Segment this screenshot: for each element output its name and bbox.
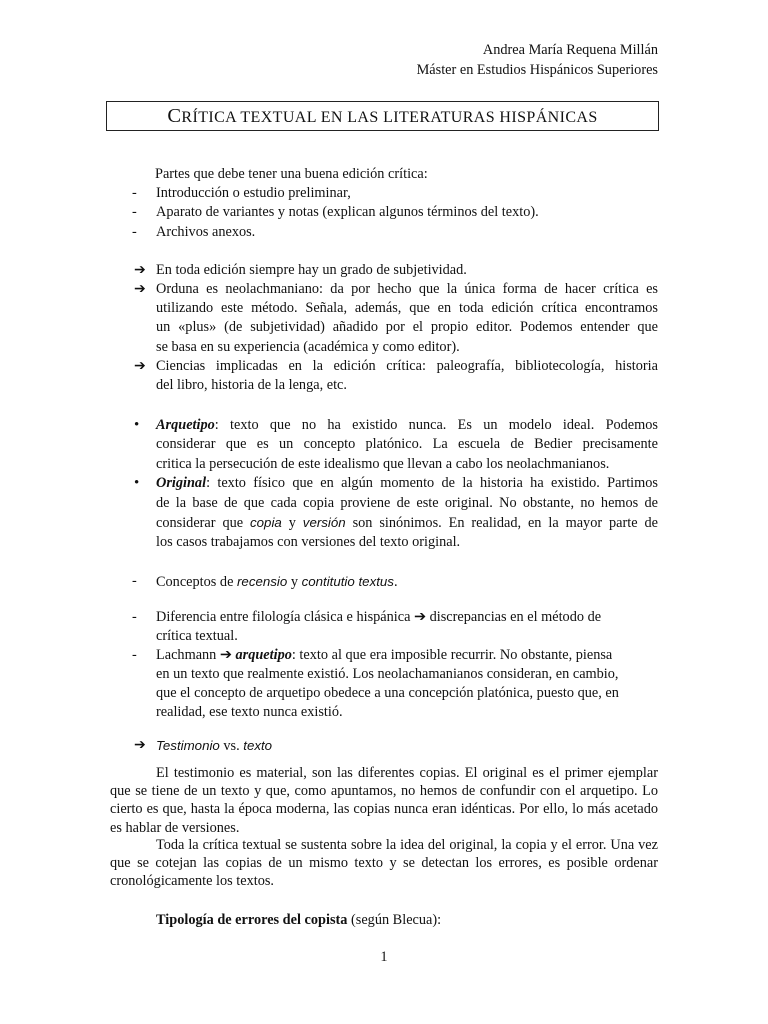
arrow-icon: ➔ — [414, 609, 426, 625]
header-program: Máster en Estudios Hispánicos Superiores — [416, 62, 658, 78]
arrow-item-2-line: utilizando este método. Señala, además, que en toda edición crítica encontramos — [156, 300, 658, 316]
diferencia-line-2: crítica textual. — [156, 628, 238, 644]
original-text: : texto físico que en algún momento de la historia ha existido. Partimos — [206, 475, 658, 491]
dash-icon: - — [132, 573, 137, 589]
arrow-item-3-line: Ciencias implicadas en la edición crítica: paleografía, bibliotecología, historia — [156, 358, 658, 374]
testimonio-term: Testimonio — [156, 738, 220, 753]
conceptos-line — [156, 572, 398, 592]
vs-text: vs. — [219, 738, 244, 754]
lachmann-line-3: que el concepto de arquetipo obedece a una concepción platónica, puesto que, en — [156, 685, 619, 701]
list-item: Aparato de variantes y notas (explican algunos términos del texto). — [156, 204, 539, 220]
lachmann-line-2: en un texto que realmente existió. Los neolachamanianos consideran, en cambio, — [156, 666, 619, 682]
arrow-icon: ➔ — [134, 263, 146, 278]
lachmann-line-1 — [156, 646, 612, 665]
arquetipo-line-1 — [156, 416, 658, 435]
parts-intro: Partes que debe tener una buena edición crítica: — [155, 166, 428, 182]
arrow-icon: ➔ — [134, 738, 146, 753]
original-text: considerar que — [156, 515, 251, 531]
list-item: Archivos anexos. — [156, 224, 256, 240]
original-line-2: de la base de que cada copia proviene de este original. No obstante, no hemos de — [156, 495, 658, 511]
tipologia-rest: (según Blecua): — [347, 912, 442, 928]
tipologia-heading — [156, 911, 441, 930]
conceptos-text: Conceptos de — [156, 574, 237, 590]
arquetipo-line-3: critica la persecución de este idealismo que llevan a cabo los neolachmanianos. — [156, 456, 610, 472]
bullet-icon: • — [134, 417, 140, 433]
title-rest: RÍTICA TEXTUAL EN LAS LITERATURAS HISPÁNICAS — [181, 109, 598, 126]
arrow-icon: ➔ — [134, 359, 146, 374]
texto-term: texto — [243, 738, 273, 753]
arrow-item-2-line: Orduna es neolachmaniano: da por hecho que la única forma de hacer crítica es — [156, 281, 658, 297]
lachmann-line-4: realidad, ese texto nunca existió. — [156, 704, 343, 720]
header-author: Andrea María Requena Millán — [482, 42, 658, 58]
arquetipo-text: : texto que no ha existido nunca. Es un modelo ideal. Podemos — [214, 417, 658, 433]
diferencia-text: Diferencia entre filología clásica e hispánica — [156, 609, 415, 625]
dash-icon: - — [132, 204, 137, 220]
constitutio-term: contitutio textus — [301, 574, 394, 589]
dash-icon: - — [132, 224, 137, 240]
version-term: versión — [302, 515, 346, 530]
arrow-icon: ➔ — [134, 282, 146, 297]
lachmann-text: : texto al que era imposible recurrir. No obstante, piensa — [291, 647, 613, 663]
arquetipo-line-2: considerar que es un concepto platónico. La escuela de Bedier precisamente — [156, 436, 658, 452]
bullet-icon: • — [134, 475, 140, 491]
page-title — [106, 101, 659, 131]
arquetipo-term: arquetipo — [235, 647, 292, 663]
copia-term: copia — [250, 515, 282, 530]
dash-icon: - — [132, 609, 137, 625]
diferencia-line-1 — [156, 608, 601, 627]
conceptos-text: . — [393, 574, 398, 590]
original-line-3 — [156, 513, 658, 533]
testimonio-heading — [156, 736, 272, 756]
arquetipo-term: Arquetipo — [156, 417, 215, 433]
original-term: Original — [156, 475, 207, 491]
paragraph-critica: Toda la crítica textual se sustenta sobre la idea del original, la copia y el error. Una vez que se cotejan las copias de un mismo texto y se detectan los errores, es posible ordenar cronológicamente los textos. — [110, 837, 658, 890]
recensio-term: recensio — [237, 574, 288, 589]
dash-icon: - — [132, 185, 137, 201]
arrow-item-2-line: un «plus» (de subjetividad) añadido por el propio editor. Podemos entender que — [156, 319, 658, 335]
arrow-item-1: En toda edición siempre hay un grado de subjetividad. — [156, 262, 467, 278]
page-number: 1 — [380, 949, 388, 965]
tipologia-bold: Tipología de errores del copista — [156, 912, 348, 928]
original-line-4: los casos trabajamos con versiones del texto original. — [156, 534, 461, 550]
arrow-item-3-line: del libro, historia de la lenga, etc. — [156, 377, 347, 393]
list-item: Introducción o estudio preliminar, — [156, 185, 351, 201]
arrow-item-2-line: se basa en su experiencia (académica y como editor). — [156, 339, 460, 355]
arrow-icon: ➔ — [219, 647, 232, 663]
original-line-1 — [156, 474, 658, 493]
dash-icon: - — [132, 647, 137, 663]
paragraph-testimonio: El testimonio es material, son las diferentes copias. El original es el primer ejemplar que se tiene de un texto y que, como apuntamos, no hemos de confundir con el arquetipo. Lo cierto es que, hasta la época moderna, las copias nunca eran idénticas. Por ello, lo más acetado es hablar de versiones. — [110, 765, 658, 836]
title-initial: C — [167, 105, 182, 127]
diferencia-text: discrepancias en el método de — [426, 609, 602, 625]
original-text: son sinónimos. En realidad, en la mayor parte de — [345, 515, 658, 531]
conceptos-text: y — [287, 574, 302, 590]
original-text: y — [281, 515, 303, 531]
lachmann-text: Lachmann — [156, 647, 220, 663]
